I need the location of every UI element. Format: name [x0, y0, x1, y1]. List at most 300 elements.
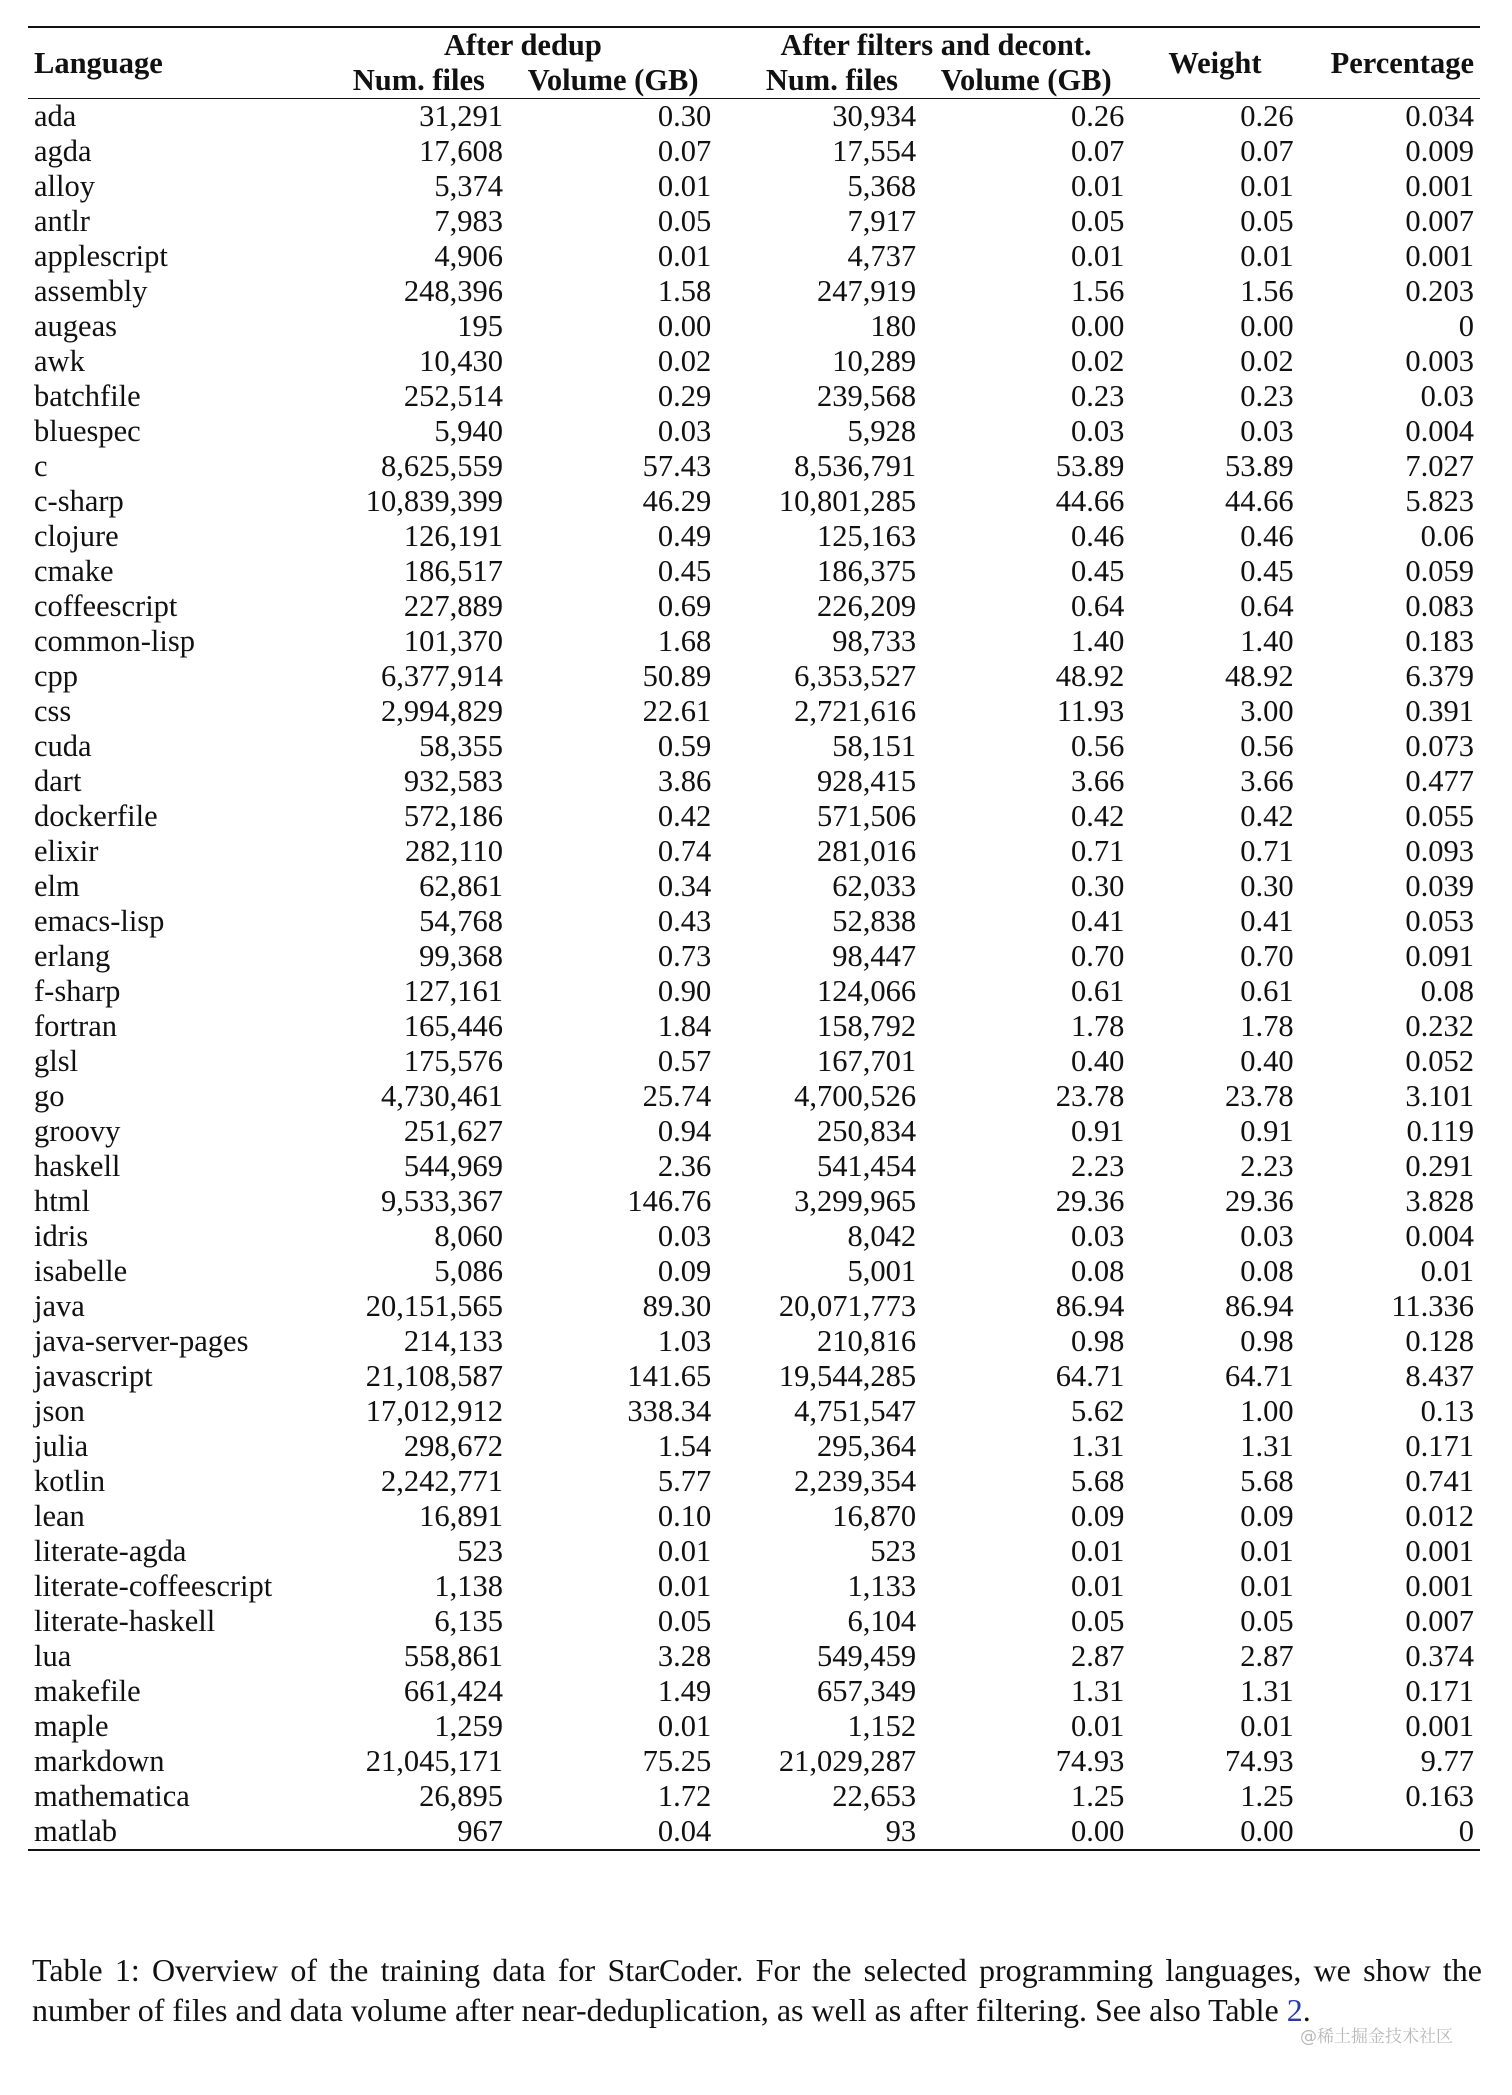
num-files-dedup-cell: 99,368 — [419, 939, 504, 973]
percentage-cell: 0.039 — [1405, 869, 1474, 903]
percentage-cell: 0.203 — [1405, 274, 1474, 308]
num-files-filtered-cell: 10,801,285 — [778, 484, 917, 518]
volume-filtered-cell: 0.03 — [1070, 414, 1125, 448]
volume-filtered-cell: 0.70 — [1070, 939, 1125, 973]
num-files-filtered-cell: 125,163 — [816, 519, 917, 553]
table-row — [28, 449, 1480, 484]
num-files-filtered-cell: 295,364 — [816, 1429, 917, 1463]
percentage-cell: 0.13 — [1420, 1394, 1474, 1428]
volume-filtered-cell: 64.71 — [1055, 1359, 1125, 1393]
header-row-top — [28, 27, 1480, 63]
language-cell: go — [34, 1079, 65, 1113]
volume-dedup-cell: 0.02 — [657, 344, 712, 378]
language-cell: batchfile — [34, 379, 141, 413]
training-data-table — [28, 26, 1480, 1851]
volume-filtered-cell: 0.01 — [1070, 1534, 1125, 1568]
weight-cell: 0.46 — [1240, 519, 1294, 553]
percentage-cell: 0.001 — [1405, 1709, 1474, 1743]
language-cell: html — [34, 1184, 90, 1218]
volume-filtered-cell: 1.25 — [1070, 1779, 1125, 1813]
volume-dedup-cell: 0.01 — [657, 239, 712, 273]
language-cell: makefile — [34, 1674, 141, 1708]
volume-dedup-cell: 0.45 — [657, 554, 712, 588]
num-files-filtered-cell: 4,737 — [847, 239, 917, 273]
volume-filtered-cell: 0.02 — [1070, 344, 1125, 378]
watermark: @稀土掘金技术社区 — [1300, 2027, 1453, 2047]
num-files-filtered-cell: 62,033 — [832, 869, 917, 903]
weight-cell: 1.40 — [1240, 624, 1294, 658]
num-files-dedup-cell: 282,110 — [405, 834, 504, 868]
language-cell: literate-haskell — [34, 1604, 216, 1638]
spacer — [717, 379, 741, 414]
percentage-cell: 0.477 — [1405, 764, 1474, 798]
volume-filtered-cell: 0.01 — [1070, 239, 1125, 273]
language-cell: clojure — [34, 519, 119, 553]
num-files-filtered-cell: 250,834 — [816, 1114, 917, 1148]
language-cell: markdown — [34, 1744, 165, 1778]
num-files-filtered-cell: 8,042 — [847, 1219, 917, 1253]
num-files-filtered-cell: 247,919 — [816, 274, 917, 308]
percentage-cell: 0.128 — [1405, 1324, 1474, 1358]
spacer — [717, 484, 741, 519]
volume-dedup-cell: 0.01 — [657, 1709, 712, 1743]
weight-cell: 0.01 — [1240, 169, 1294, 203]
volume-filtered-cell: 53.89 — [1055, 449, 1125, 483]
header-group-after-dedup — [329, 27, 718, 63]
spacer — [717, 1639, 741, 1674]
table-row — [28, 204, 1480, 239]
language-cell: elm — [34, 869, 80, 903]
spacer — [717, 134, 741, 169]
num-files-dedup-cell: 248,396 — [403, 274, 504, 308]
spacer — [717, 554, 741, 589]
num-files-dedup-cell: 251,627 — [403, 1114, 504, 1148]
table-reference-link[interactable]: 2 — [1286, 1992, 1303, 2028]
table-row — [28, 799, 1480, 834]
spacer — [717, 659, 741, 694]
spacer — [717, 1674, 741, 1709]
language-cell: lean — [34, 1499, 85, 1533]
weight-cell: 0.00 — [1130, 1814, 1299, 1850]
spacer — [717, 1184, 741, 1219]
volume-dedup-cell: 0.04 — [509, 1814, 717, 1850]
volume-dedup-cell: 0.34 — [657, 869, 712, 903]
volume-filtered-cell: 0.41 — [1070, 904, 1125, 938]
spacer — [717, 99, 741, 135]
percentage-cell: 0.741 — [1405, 1464, 1474, 1498]
spacer — [717, 449, 741, 484]
num-files-dedup-cell: 31,291 — [329, 99, 509, 135]
percentage-cell: 7.027 — [1405, 449, 1474, 483]
num-files-dedup-cell: 26,895 — [419, 1779, 504, 1813]
table-row — [28, 1044, 1480, 1079]
spacer — [717, 624, 741, 659]
num-files-dedup-cell: 967 — [329, 1814, 509, 1850]
volume-filtered-cell: 0.26 — [922, 99, 1130, 135]
num-files-filtered-cell: 158,792 — [816, 1009, 917, 1043]
header-group-after-dedup-label: After dedup — [443, 28, 602, 62]
num-files-filtered-cell: 180 — [870, 309, 917, 343]
volume-dedup-cell: 0.69 — [657, 589, 712, 623]
weight-cell: 53.89 — [1224, 449, 1294, 483]
weight-cell: 1.31 — [1240, 1674, 1294, 1708]
num-files-filtered-cell: 6,353,527 — [794, 659, 917, 693]
table-row — [28, 1359, 1480, 1394]
num-files-dedup-cell: 1,138 — [434, 1569, 504, 1603]
volume-filtered-cell: 0.61 — [1070, 974, 1125, 1008]
volume-filtered-cell: 29.36 — [1055, 1184, 1125, 1218]
language-cell: literate-coffeescript — [34, 1569, 273, 1603]
volume-filtered-cell: 0.01 — [1070, 1709, 1125, 1743]
table-row — [28, 1604, 1480, 1639]
language-cell: css — [34, 694, 72, 728]
volume-filtered-cell: 44.66 — [1055, 484, 1125, 518]
language-cell: fortran — [34, 1009, 117, 1043]
num-files-dedup-cell: 17,608 — [419, 134, 504, 168]
spacer — [717, 729, 741, 764]
num-files-filtered-cell: 124,066 — [816, 974, 917, 1008]
percentage-cell: 6.379 — [1405, 659, 1474, 693]
volume-dedup-cell: 50.89 — [642, 659, 712, 693]
weight-cell: 0.40 — [1240, 1044, 1294, 1078]
num-files-filtered-cell: 6,104 — [847, 1604, 917, 1638]
num-files-dedup-cell: 558,861 — [403, 1639, 504, 1673]
volume-filtered-cell: 0.01 — [1070, 1569, 1125, 1603]
table-row — [28, 1814, 1480, 1850]
spacer — [717, 1044, 741, 1079]
weight-cell: 0.01 — [1240, 239, 1294, 273]
volume-filtered-cell: 11.93 — [1056, 694, 1125, 728]
weight-cell: 23.78 — [1224, 1079, 1294, 1113]
volume-filtered-cell: 2.87 — [1070, 1639, 1125, 1673]
language-cell: bluespec — [34, 414, 141, 448]
num-files-filtered-cell: 4,700,526 — [794, 1079, 917, 1113]
language-cell: mathematica — [34, 1779, 190, 1813]
percentage-cell: 0.001 — [1405, 239, 1474, 273]
language-cell: haskell — [34, 1149, 121, 1183]
num-files-dedup-cell: 16,891 — [419, 1499, 504, 1533]
volume-dedup-cell: 3.86 — [657, 764, 712, 798]
percentage-cell: 8.437 — [1405, 1359, 1474, 1393]
volume-dedup-cell: 25.74 — [642, 1079, 712, 1113]
volume-filtered-cell: 1.78 — [1070, 1009, 1125, 1043]
table-row — [28, 659, 1480, 694]
percentage-cell: 0.004 — [1405, 414, 1474, 448]
num-files-filtered-cell: 17,554 — [832, 134, 917, 168]
num-files-dedup-cell: 21,045,171 — [365, 1744, 504, 1778]
volume-filtered-cell: 0.64 — [1070, 589, 1125, 623]
table-row — [28, 1289, 1480, 1324]
table-row — [28, 939, 1480, 974]
percentage-cell: 11.336 — [1391, 1289, 1474, 1323]
spacer — [717, 1149, 741, 1184]
volume-dedup-cell: 1.84 — [657, 1009, 712, 1043]
volume-dedup-cell: 338.34 — [627, 1394, 712, 1428]
num-files-dedup-cell: 126,191 — [403, 519, 504, 553]
table-row — [28, 1569, 1480, 1604]
table-row — [28, 589, 1480, 624]
table-row — [28, 414, 1480, 449]
table-row — [28, 694, 1480, 729]
language-cell: groovy — [34, 1114, 121, 1148]
percentage-cell: 0.073 — [1405, 729, 1474, 763]
volume-dedup-cell: 0.74 — [657, 834, 712, 868]
language-cell: java — [34, 1289, 85, 1323]
percentage-cell: 0.052 — [1405, 1044, 1474, 1078]
num-files-dedup-cell: 10,839,399 — [365, 484, 504, 518]
volume-filtered-cell: 0.98 — [1070, 1324, 1125, 1358]
num-files-dedup-cell: 8,060 — [434, 1219, 504, 1253]
table-row — [28, 1184, 1480, 1219]
language-cell: awk — [34, 344, 85, 378]
volume-filtered-cell: 1.56 — [1070, 274, 1125, 308]
volume-filtered-cell: 5.62 — [1070, 1394, 1125, 1428]
percentage-cell: 0.03 — [1420, 379, 1474, 413]
volume-filtered-cell: 1.31 — [1070, 1674, 1125, 1708]
spacer — [717, 1254, 741, 1289]
volume-dedup-cell: 1.58 — [657, 274, 712, 308]
language-cell: cpp — [34, 659, 79, 693]
table-row — [28, 904, 1480, 939]
table-row — [28, 729, 1480, 764]
weight-cell: 0.30 — [1240, 869, 1294, 903]
num-files-dedup-cell: 5,086 — [434, 1254, 504, 1288]
volume-dedup-cell: 0.30 — [509, 99, 717, 135]
weight-cell: 3.66 — [1240, 764, 1294, 798]
table-row — [28, 1639, 1480, 1674]
weight-cell: 0.41 — [1240, 904, 1294, 938]
spacer — [717, 1814, 741, 1850]
language-cell: literate-agda — [34, 1534, 187, 1568]
weight-cell: 0.03 — [1240, 1219, 1294, 1253]
percentage-cell: 0.034 — [1300, 99, 1480, 135]
volume-filtered-cell: 48.92 — [1055, 659, 1125, 693]
weight-cell: 0.09 — [1240, 1499, 1294, 1533]
language-cell: ada — [28, 99, 329, 135]
num-files-filtered-cell: 4,751,547 — [794, 1394, 917, 1428]
language-cell: json — [34, 1394, 85, 1428]
table-row — [28, 1079, 1480, 1114]
num-files-filtered-cell: 226,209 — [816, 589, 917, 623]
percentage-cell: 0.08 — [1420, 974, 1474, 1008]
table-row — [28, 1324, 1480, 1359]
num-files-dedup-cell: 5,940 — [434, 414, 504, 448]
volume-dedup-cell: 1.49 — [657, 1674, 712, 1708]
volume-dedup-cell: 1.72 — [657, 1779, 712, 1813]
num-files-dedup-cell: 2,994,829 — [381, 694, 504, 728]
table-row — [28, 274, 1480, 309]
weight-cell: 44.66 — [1224, 484, 1294, 518]
spacer — [717, 904, 741, 939]
table-row — [28, 869, 1480, 904]
table-row — [28, 1429, 1480, 1464]
num-files-dedup-cell: 195 — [457, 309, 504, 343]
num-files-filtered-cell: 541,454 — [816, 1149, 917, 1183]
header-group-after-filters-label: After filters and decont. — [780, 28, 1092, 62]
volume-dedup-cell: 0.07 — [657, 134, 712, 168]
spacer — [717, 939, 741, 974]
table-body — [28, 99, 1480, 1851]
volume-filtered-cell: 0.46 — [1070, 519, 1125, 553]
volume-filtered-cell: 23.78 — [1055, 1079, 1125, 1113]
language-cell: agda — [34, 134, 92, 168]
spacer — [717, 764, 741, 799]
percentage-cell: 0.059 — [1405, 554, 1474, 588]
table-row — [28, 134, 1480, 169]
num-files-dedup-cell: 4,730,461 — [381, 1079, 504, 1113]
header-weight: Weight — [1130, 27, 1299, 99]
volume-dedup-cell: 57.43 — [642, 449, 712, 483]
num-files-dedup-cell: 5,374 — [434, 169, 504, 203]
percentage-cell: 0.003 — [1405, 344, 1474, 378]
percentage-cell: 0.391 — [1405, 694, 1474, 728]
language-cell: c-sharp — [34, 484, 124, 518]
language-cell: common-lisp — [34, 624, 195, 658]
spacer — [717, 1429, 741, 1464]
spacer — [717, 239, 741, 274]
percentage-cell: 0.119 — [1406, 1114, 1474, 1148]
volume-dedup-cell: 0.57 — [657, 1044, 712, 1078]
spacer — [717, 1744, 741, 1779]
num-files-filtered-cell: 8,536,791 — [794, 449, 917, 483]
spacer — [717, 799, 741, 834]
spacer — [717, 1219, 741, 1254]
num-files-filtered-cell: 657,349 — [816, 1674, 917, 1708]
table-row — [28, 1744, 1480, 1779]
volume-filtered-cell: 0.91 — [1070, 1114, 1125, 1148]
num-files-dedup-cell: 58,355 — [419, 729, 504, 763]
percentage-cell: 0.009 — [1405, 134, 1474, 168]
spacer — [717, 1604, 741, 1639]
volume-filtered-cell: 0.71 — [1070, 834, 1125, 868]
language-cell: applescript — [34, 239, 168, 273]
volume-dedup-cell: 0.42 — [657, 799, 712, 833]
language-cell: matlab — [28, 1814, 329, 1850]
spacer — [717, 1709, 741, 1744]
percentage-cell: 0.232 — [1405, 1009, 1474, 1043]
caption-end: . — [1302, 1992, 1311, 2028]
volume-filtered-cell: 0.05 — [1070, 1604, 1125, 1638]
volume-filtered-cell: 74.93 — [1055, 1744, 1125, 1778]
num-files-dedup-cell: 227,889 — [403, 589, 504, 623]
percentage-cell: 0.007 — [1405, 1604, 1474, 1638]
percentage-cell: 0.001 — [1405, 1569, 1474, 1603]
spacer — [717, 519, 741, 554]
percentage-cell: 0.001 — [1405, 1534, 1474, 1568]
volume-dedup-cell: 0.03 — [657, 414, 712, 448]
weight-cell: 64.71 — [1224, 1359, 1294, 1393]
language-cell: lua — [34, 1639, 72, 1673]
table-row — [28, 1149, 1480, 1184]
language-cell: augeas — [34, 309, 117, 343]
spacer — [717, 1499, 741, 1534]
table-row — [28, 239, 1480, 274]
num-files-dedup-cell: 6,135 — [434, 1604, 504, 1638]
volume-dedup-cell: 1.54 — [657, 1429, 712, 1463]
num-files-filtered-cell: 5,928 — [847, 414, 917, 448]
num-files-filtered-cell: 93 — [742, 1814, 922, 1850]
weight-cell: 0.91 — [1240, 1114, 1294, 1148]
volume-dedup-cell: 0.01 — [657, 1569, 712, 1603]
num-files-dedup-cell: 298,672 — [403, 1429, 504, 1463]
num-files-filtered-cell: 19,544,285 — [778, 1359, 917, 1393]
percentage-cell: 3.828 — [1405, 1184, 1474, 1218]
num-files-dedup-cell: 21,108,587 — [365, 1359, 504, 1393]
spacer — [717, 1289, 741, 1324]
volume-filtered-cell: 0.09 — [1070, 1499, 1125, 1533]
volume-filtered-cell: 0.01 — [1070, 169, 1125, 203]
language-cell: alloy — [34, 169, 95, 203]
table-row — [28, 624, 1480, 659]
language-cell: elixir — [34, 834, 99, 868]
num-files-dedup-cell: 101,370 — [403, 624, 504, 658]
spacer — [717, 309, 741, 344]
num-files-dedup-cell: 7,983 — [434, 204, 504, 238]
volume-dedup-cell: 0.09 — [657, 1254, 712, 1288]
num-files-filtered-cell: 571,506 — [816, 799, 917, 833]
spacer — [717, 1779, 741, 1814]
num-files-dedup-cell: 17,012,912 — [365, 1394, 504, 1428]
volume-dedup-cell: 0.29 — [657, 379, 712, 413]
percentage-cell: 0 — [1300, 1814, 1480, 1850]
num-files-filtered-cell: 16,870 — [832, 1499, 917, 1533]
weight-cell: 5.68 — [1240, 1464, 1294, 1498]
weight-cell: 86.94 — [1224, 1289, 1294, 1323]
num-files-dedup-cell: 2,242,771 — [381, 1464, 504, 1498]
percentage-cell: 0.055 — [1405, 799, 1474, 833]
num-files-dedup-cell: 932,583 — [403, 764, 504, 798]
num-files-filtered-cell: 21,029,287 — [778, 1744, 917, 1778]
weight-cell: 0.26 — [1130, 99, 1299, 135]
weight-cell: 0.70 — [1240, 939, 1294, 973]
language-cell: f-sharp — [34, 974, 121, 1008]
volume-dedup-cell: 0.90 — [657, 974, 712, 1008]
table-row — [28, 764, 1480, 799]
num-files-dedup-cell: 165,446 — [403, 1009, 504, 1043]
language-cell: cmake — [34, 554, 114, 588]
language-cell: cuda — [34, 729, 92, 763]
weight-cell: 1.31 — [1240, 1429, 1294, 1463]
percentage-cell: 0.171 — [1405, 1674, 1474, 1708]
volume-filtered-cell: 0.23 — [1070, 379, 1125, 413]
percentage-cell: 0.004 — [1405, 1219, 1474, 1253]
language-cell: javascript — [34, 1359, 153, 1393]
header-percentage: Percentage — [1300, 27, 1480, 99]
volume-filtered-cell: 0.42 — [1070, 799, 1125, 833]
language-cell: isabelle — [34, 1254, 128, 1288]
language-cell: antlr — [34, 204, 90, 238]
table-row — [28, 974, 1480, 1009]
language-cell: java-server-pages — [34, 1324, 249, 1358]
table-row — [28, 379, 1480, 414]
percentage-cell: 0.291 — [1405, 1149, 1474, 1183]
spacer — [717, 169, 741, 204]
num-files-filtered-cell: 1,133 — [847, 1569, 917, 1603]
table-row — [28, 519, 1480, 554]
weight-cell: 29.36 — [1224, 1184, 1294, 1218]
weight-cell: 1.78 — [1240, 1009, 1294, 1043]
spacer — [717, 974, 741, 1009]
weight-cell: 1.25 — [1240, 1779, 1294, 1813]
language-cell: idris — [34, 1219, 89, 1253]
weight-cell: 3.00 — [1240, 694, 1294, 728]
header-volume-dedup: Volume (GB) — [509, 63, 717, 99]
num-files-filtered-cell: 22,653 — [832, 1779, 917, 1813]
volume-dedup-cell: 141.65 — [627, 1359, 712, 1393]
volume-filtered-cell: 0.08 — [1070, 1254, 1125, 1288]
spacer — [717, 1534, 741, 1569]
weight-cell: 48.92 — [1224, 659, 1294, 693]
